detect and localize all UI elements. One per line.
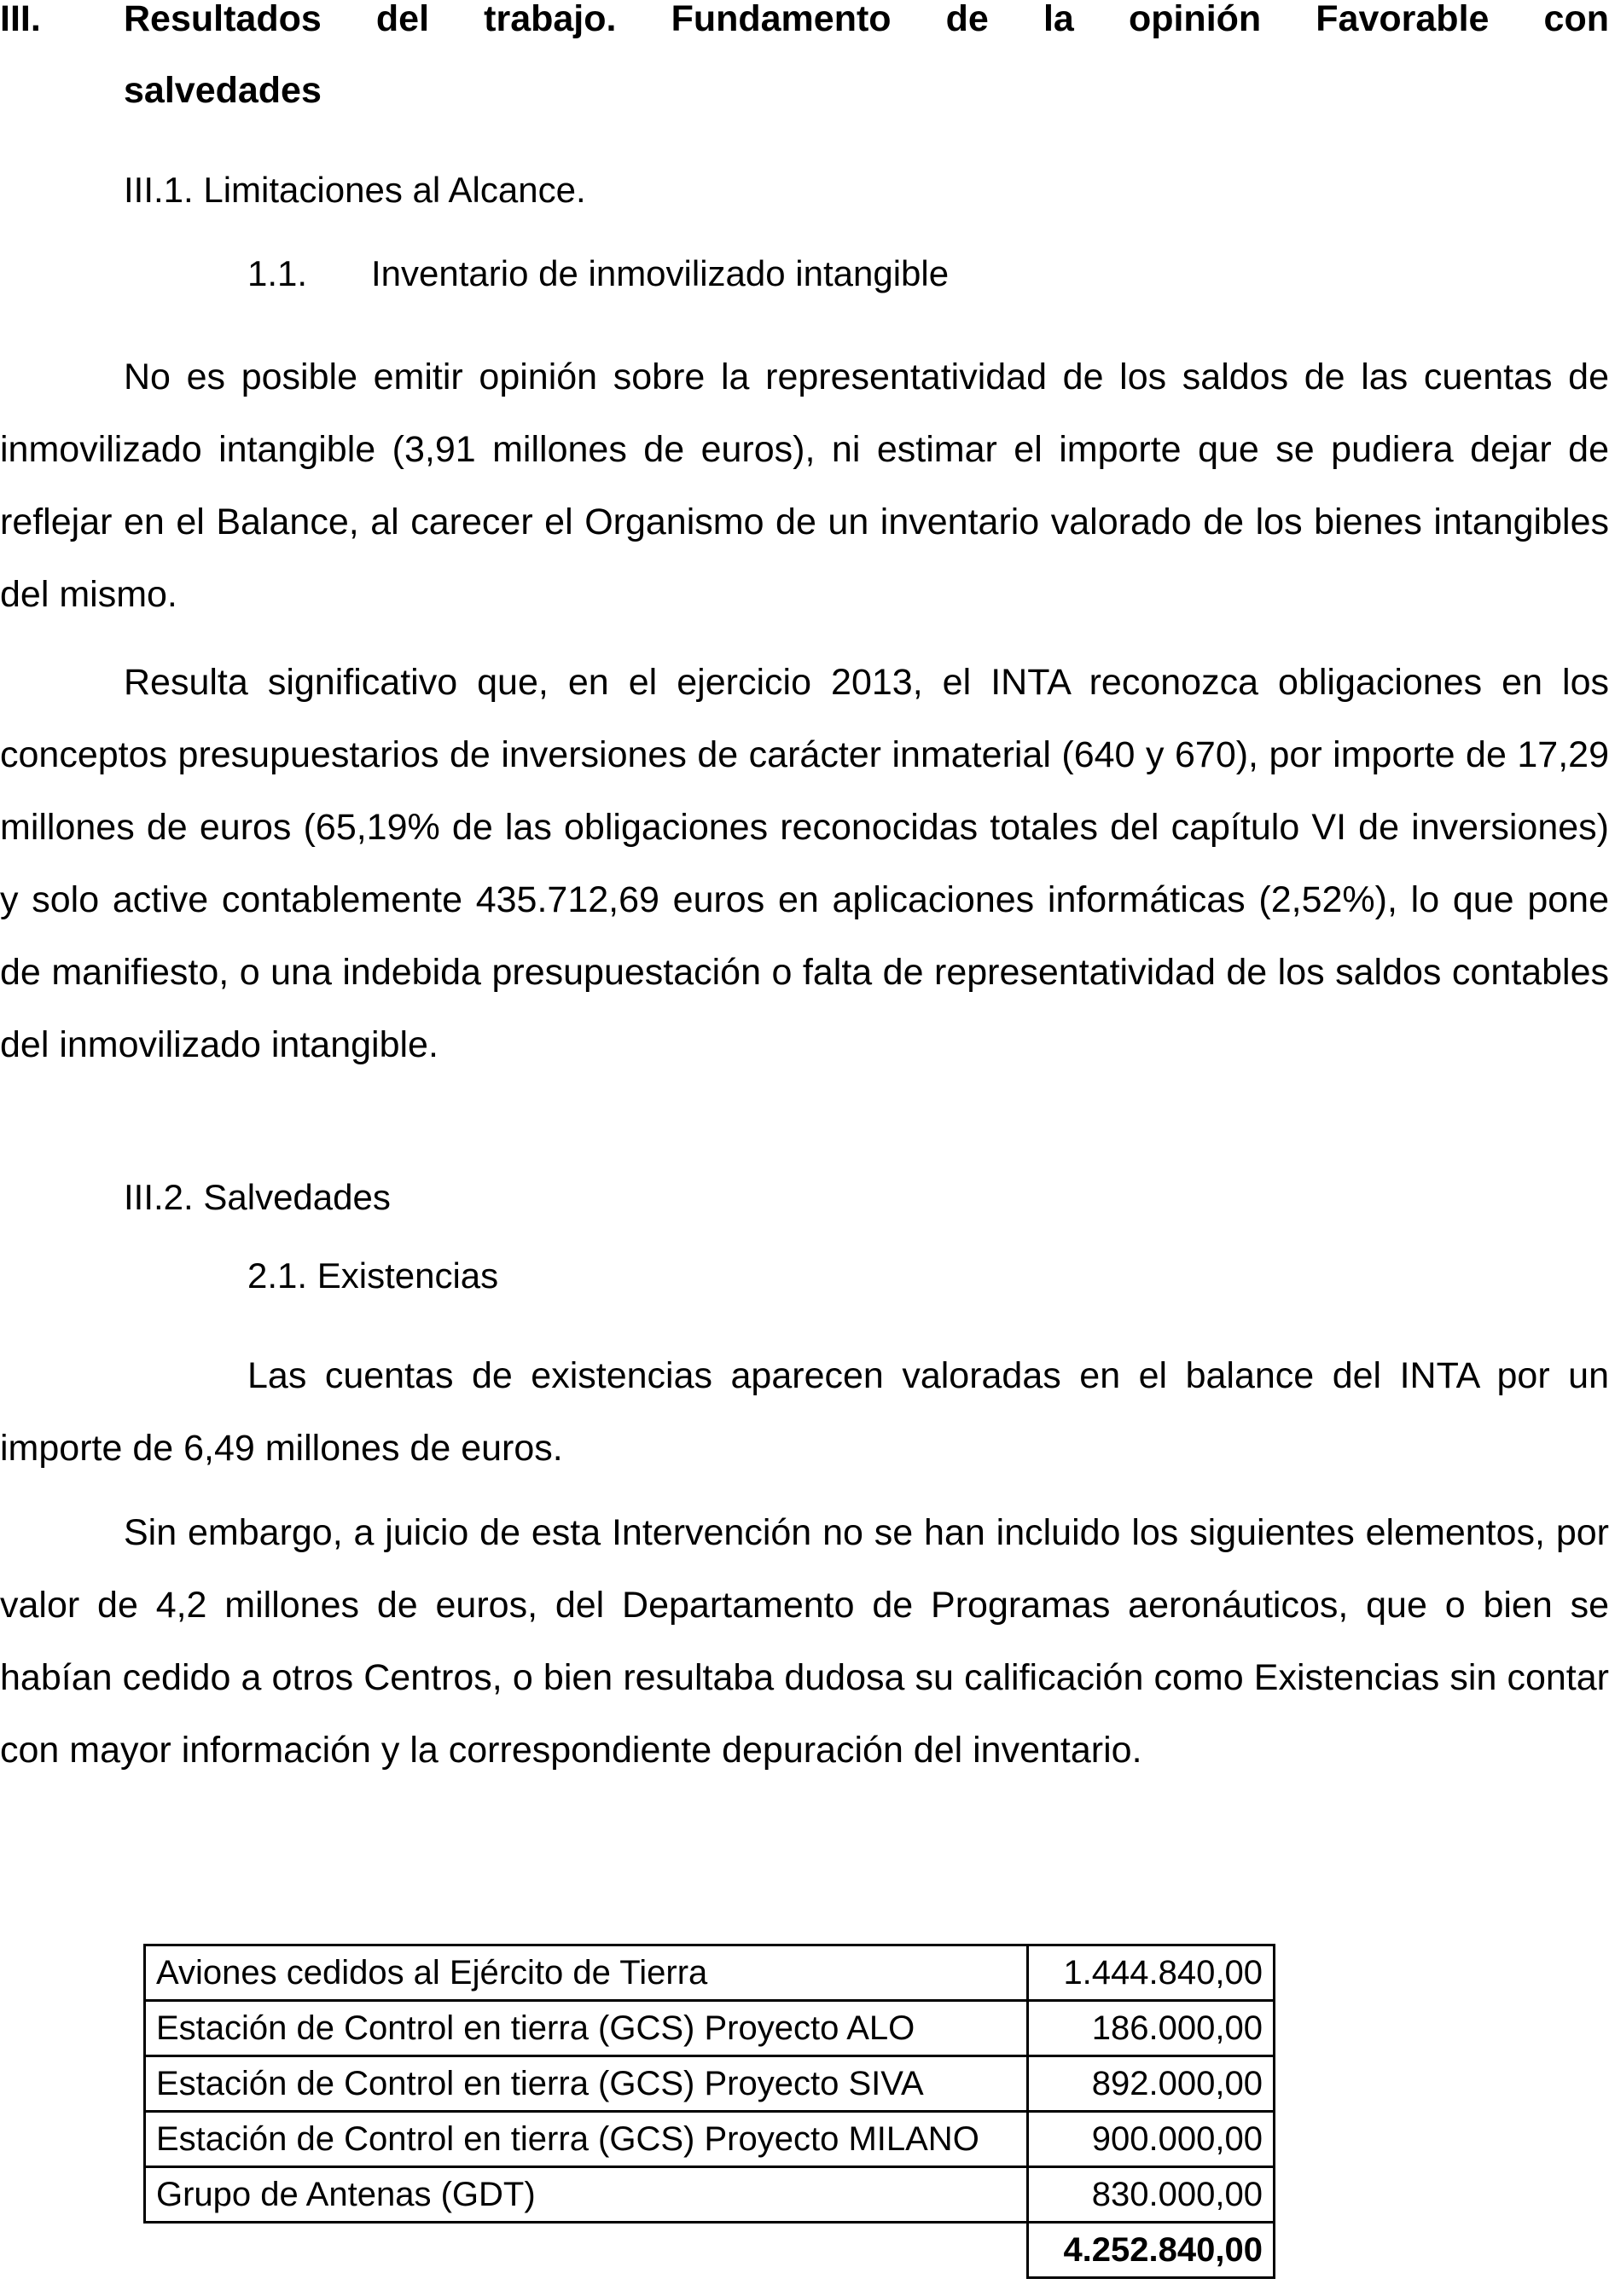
table-row [145,2167,1275,2223]
paragraph-obligaciones: Resulta significativo que, en el ejercicio 2013, el INTA reconozca obligaciones en los conceptos presupuestarios de inversiones de carácter inmaterial (640 y 670), por importe de 17,29 millones de euros (65,19% de las obligaciones reconocidas totales del capítulo VI de inversiones) y solo active contablemente 435.712,69 euros en aplicaciones informáticas (2,52%), lo que pone de manifiesto, o una indebida presupuestación o falta de representatividad de los saldos contables del inmovilizado intangible. [0,662,1609,1065]
row-description: Estación de Control en tierra (GCS) Proyecto SIVA [145,2056,1028,2112]
paragraph-elementos-no-incluidos: Sin embargo, a juicio de esta Intervención no se han incluido los siguientes elementos, por valor de 4,2 millones de euros, del Departamento de Programas aeronáuticos, que o bien se habían cedido a otros Centros, o bien resultaba dudosa su calificación como Existencias sin contar con mayor información y la correspondiente depuración del inventario. [0,1512,1609,1771]
section-number: III. [0,0,41,39]
total-spacer [145,2223,1028,2278]
item-heading-existencias: 2.1. Existencias [247,1255,499,1296]
table-row [145,2112,1275,2167]
row-description: Estación de Control en tierra (GCS) Proyecto MILANO [145,2112,1028,2167]
row-amount: 900.000,00 [1028,2112,1275,2167]
row-description: Estación de Control en tierra (GCS) Proyecto ALO [145,2001,1028,2056]
section-title-line1: Resultados del trabajo. Fundamento de la opinión Favorable con [124,0,1609,39]
subsection-heading-salvedades: III.2. Salvedades [124,1177,391,1217]
table-row [145,1945,1275,2001]
row-amount: 1.444.840,00 [1028,1945,1275,2001]
item-number: 1.1. [247,253,308,293]
section-title [124,0,1609,126]
row-description: Grupo de Antenas (GDT) [145,2167,1028,2223]
item-title: Inventario de inmovilizado intangible [371,253,950,293]
subsection-heading-limitaciones: III.1. Limitaciones al Alcance. [124,170,586,210]
item-heading-inventario [247,252,949,295]
row-description: Aviones cedidos al Ejército de Tierra [145,1945,1028,2001]
table-total-amount: 4.252.840,00 [1028,2223,1275,2278]
section-title-line2: salvedades [124,70,322,111]
paragraph-inmovilizado: No es posible emitir opinión sobre la representatividad de los saldos de las cuentas de inmovilizado intangible (3,91 millones de euros), ni estimar el importe que se pudiera dejar de reflejar en el Balance, al carecer el Organismo de un inventario valorado de los bienes intangibles del mismo. [0,357,1609,615]
paragraph-existencias-valor: Las cuentas de existencias aparecen valoradas en el balance del INTA por un importe de 6,49 millones de euros. [0,1355,1609,1469]
table-row [145,2001,1275,2056]
table-total-row [145,2223,1275,2278]
table-row [145,2056,1275,2112]
row-amount: 186.000,00 [1028,2001,1275,2056]
row-amount: 830.000,00 [1028,2167,1275,2223]
existencias-table [143,1944,1275,2279]
row-amount: 892.000,00 [1028,2056,1275,2112]
